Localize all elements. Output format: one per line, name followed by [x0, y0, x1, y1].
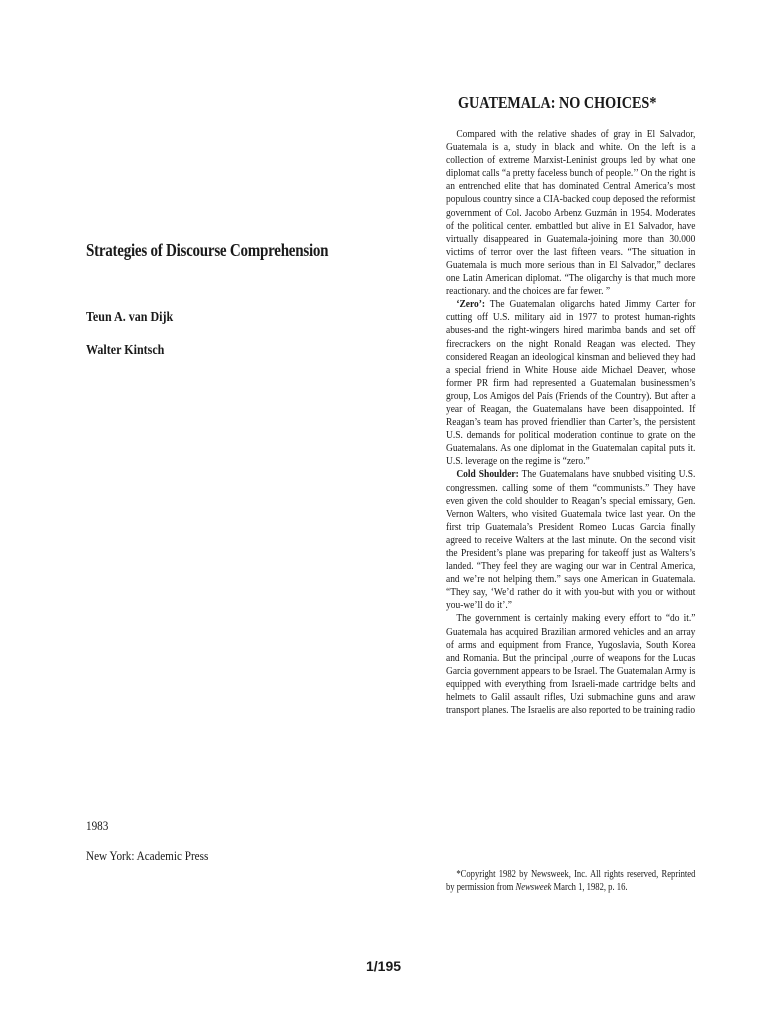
- footnote-source: Newsweek: [515, 882, 552, 893]
- footnote-text: *Copyright 1982 by Newsweek, Inc. All rights reserved, Reprinted by permission from: [446, 869, 696, 893]
- article-body: [446, 128, 695, 717]
- paragraph-text: The Guatemalans have snubbed visiting U.S. congressmen. calling some of them “communists.” They have even given the cold shoulder to Reagan’s special emissary, Gen. Vernon Walters, who visited Guatemala twice last year. On the first trip Guatemala’s President Romeo Lucas Garcia finally agreed to receive Walters at the last minute. On the second visit the President’s plane was preparing for takeoff just as Walters’s landed. “They feel they are waging our war in Central America, and we’re not helping them.” says one American in Guatemala. “They say, ‘We’d rather do it with you-but with you or without you-we’ll do it’.”: [446, 468, 696, 612]
- paragraph-text: The Guatemalan oligarchs hated Jimmy Carter for cutting off U.S. military aid in 1977 to protest human-rights abuses-and the right-wingers hired marimba bands and set off firecrackers on the night Ronald Reagan was elected. They considered Reagan an ideological kinsman and believed they had a special friend in White House aide Michael Deaver, whose former PR firm had represented a Guatemalan businessmen’s group, Los Amigos del País (Friends of the Country). But after a year of Reagan, the Guatemalans have been disappointed. If Reagan’s team has proved friendlier than Carter’s, the persistent U.S. demands for political moderation continue to grate on the Guatemalans. As one diplomat in the Guatemalan capital puts it. U.S. leverage on the regime is “zero.”: [446, 298, 696, 468]
- publication-year: 1983: [86, 818, 109, 833]
- article-title: GUATEMALA: NO CHOICES*: [458, 93, 657, 112]
- copyright-footnote: [446, 868, 695, 894]
- article-paragraph: [446, 298, 695, 468]
- page-number: 1/195: [366, 958, 402, 974]
- author-name: Walter Kintsch: [86, 343, 165, 358]
- paragraph-text: The government is certainly making every effort to “do it.” Guatemala has acquired Brazilian armored vehicles and an array of arms and equipment from France, Yugoslavia, South Korea and Romania. But the principal ,ourre of weapons for the Lucas Garcia government appears to be Israel. The Guatemalan Army is equipped with everything from Israeli-made cartridge belts and helmets to Galil assault rifles, Uzi submachine guns and araw transport planes. The Israelis are also reported to be training radio: [446, 612, 696, 717]
- article-paragraph: [446, 612, 695, 717]
- footnote-text: March 1, 1982, p. 16.: [551, 882, 628, 893]
- article-paragraph: [446, 468, 695, 612]
- paragraph-text: Compared with the relative shades of gray in El Salvador, Guatemala is a, study in black and white. On the left is a collection of extreme Marxist-Leninist groups led by what one diplomat calls “a pretty faceless bunch of people.’’ On the right is an entrenched elite that has dominated Central America’s most populous country since a CIA-backed coup deposed the reformist government of Col. Jacobo Arbenz Guzmán in 1954. Moderates of the political center. embattled but alive in E1 Salvador, have virtually disappeared in Guatemala-joining more than 30.000 victims of terror over the last fifteen vears. “The situation in Guatemala is much more serious than in El Salvador,” declares one Latin American diplomat. “The oligarchy is that much more reactionary. and the choices are far fewer. ”: [446, 128, 696, 298]
- author-name: Teun A. van Dijk: [86, 310, 174, 325]
- paragraph-lead: Cold Shoulder:: [456, 468, 519, 481]
- article-paragraph: [446, 128, 695, 298]
- publisher: New York: Academic Press: [86, 848, 209, 863]
- paragraph-lead: ‘Zero’:: [456, 298, 486, 311]
- book-title: Strategies of Discourse Comprehension: [86, 240, 329, 260]
